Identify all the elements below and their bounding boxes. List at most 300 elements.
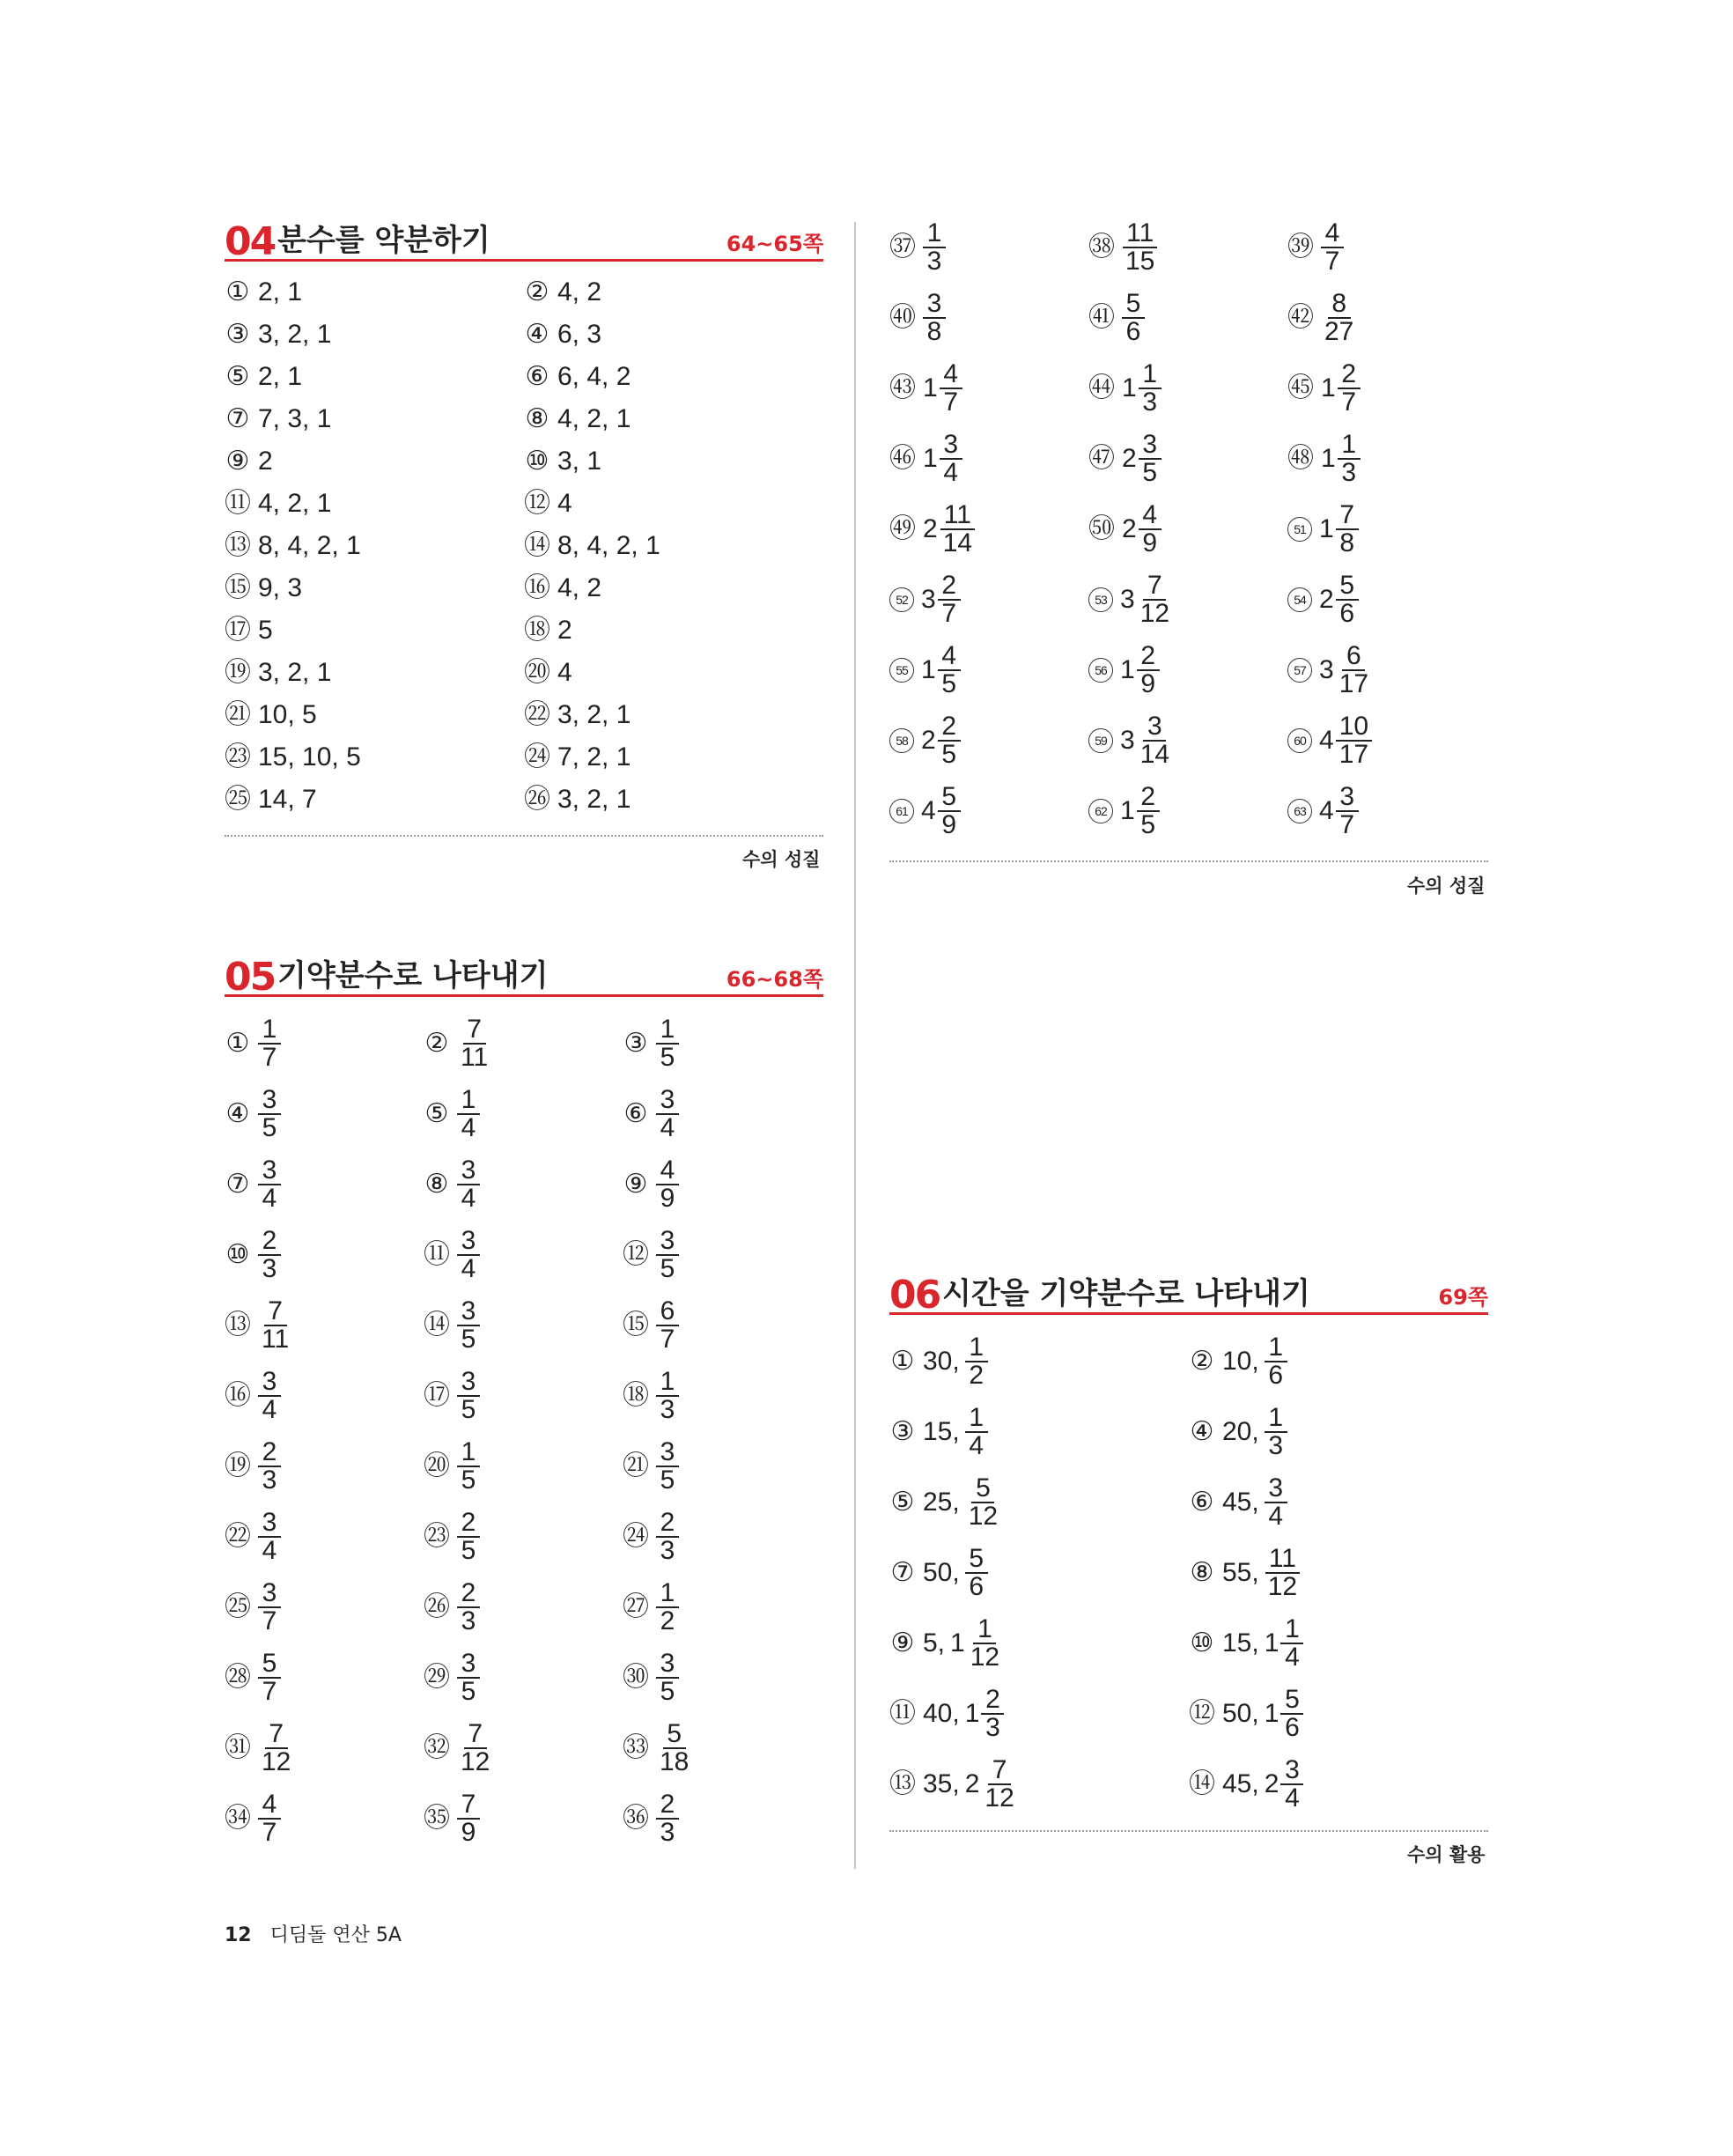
question-number: ⑦ [890, 1558, 915, 1587]
answer-item [524, 616, 572, 646]
answer-item [1287, 291, 1357, 345]
numerator: 3 [1336, 784, 1359, 812]
numerator: 2 [1137, 643, 1160, 671]
numerator: 10 [1336, 713, 1372, 742]
numerator: 5 [965, 1546, 988, 1574]
question-number: ⑮ [225, 573, 251, 602]
denominator: 7 [262, 1818, 277, 1847]
whole-number: 2 [921, 726, 936, 755]
question-number: ⑥ [1190, 1488, 1214, 1517]
denominator: 5 [461, 1677, 476, 1706]
numerator: 7 [265, 1721, 288, 1749]
denominator: 15 [1125, 247, 1155, 276]
question-number: ㉘ [225, 1663, 251, 1692]
answer-item [623, 1580, 679, 1635]
answer-item [623, 1439, 679, 1494]
denominator: 3 [660, 1536, 675, 1565]
denominator: 4 [1285, 1643, 1300, 1672]
fraction [1336, 572, 1359, 627]
denominator: 4 [461, 1184, 476, 1213]
numerator: 1 [258, 1016, 281, 1045]
whole-number: 1 [1319, 514, 1334, 543]
section-06 [889, 1274, 1488, 1826]
denominator: 8 [926, 317, 942, 346]
denominator: 4 [660, 1113, 675, 1142]
question-number: ③ [225, 320, 250, 349]
fraction [258, 1721, 294, 1776]
numerator: 7 [988, 1757, 1011, 1785]
denominator: 18 [660, 1747, 690, 1776]
question-number: ⑧ [424, 1170, 449, 1199]
answer-item [524, 489, 572, 519]
numerator: 4 [258, 1791, 281, 1820]
denominator: 12 [1139, 599, 1170, 628]
fraction [656, 1298, 679, 1353]
answer-item [1088, 713, 1173, 768]
answer-item [623, 1298, 679, 1353]
answer-grid [889, 220, 1488, 854]
answer-text: 4, 2 [557, 573, 602, 602]
section-05 [225, 955, 823, 1847]
answer-item [1189, 1616, 1303, 1671]
numerator: 3 [656, 1650, 679, 1679]
question-number: ㉖ [524, 785, 550, 814]
question-number: ㊶ [1088, 303, 1115, 332]
denominator: 9 [1142, 528, 1158, 557]
denominator: 3 [660, 1395, 675, 1424]
fraction [1139, 502, 1161, 557]
answer-item [225, 1157, 281, 1212]
answer-text: 9, 3 [258, 573, 303, 602]
question-number: ⑲ [225, 658, 251, 687]
fraction [965, 1334, 988, 1389]
fraction [656, 1791, 679, 1846]
numerator: 1 [923, 220, 946, 248]
fraction [457, 1369, 480, 1423]
whole-number: 3 [1120, 726, 1135, 755]
whole-number: 4 [921, 796, 936, 825]
question-number: ㊱ [623, 1804, 649, 1833]
answer-item [623, 1510, 679, 1564]
answer-item [889, 220, 946, 275]
denominator: 17 [1338, 740, 1369, 769]
fraction [1336, 713, 1372, 768]
answer-item [889, 1405, 988, 1459]
fraction [940, 432, 962, 486]
whole-number: 2 [1122, 514, 1137, 543]
question-number: ① [225, 277, 250, 306]
question-number: ⑳ [424, 1451, 450, 1480]
numerator: 2 [656, 1791, 679, 1820]
question-number: 52 [889, 587, 914, 612]
question-number: ⑬ [225, 1311, 251, 1340]
numerator: 3 [1280, 1757, 1303, 1785]
answer-item [225, 320, 331, 350]
denominator: 5 [660, 1677, 675, 1706]
fraction [938, 643, 961, 698]
answer-item [524, 277, 601, 307]
fraction [1338, 361, 1361, 416]
fraction [1137, 572, 1173, 627]
question-number: ⑲ [225, 1451, 251, 1480]
fraction [1321, 291, 1357, 345]
answer-minutes: 45, [1222, 1769, 1259, 1798]
question-number: ② [525, 277, 549, 306]
fraction [1265, 1334, 1287, 1389]
answer-item [1189, 1687, 1303, 1741]
fraction [258, 1510, 281, 1564]
fraction [457, 1510, 480, 1564]
fraction [965, 1546, 988, 1600]
book-title: 디딤돌 연산 5A [269, 1924, 402, 1946]
fraction [457, 1580, 480, 1635]
answer-text: 4 [557, 658, 572, 687]
denominator: 5 [660, 1254, 675, 1283]
answer-item [524, 785, 631, 815]
answer-item [889, 1475, 1001, 1530]
question-number: ② [1190, 1347, 1214, 1376]
answer-item [1088, 361, 1161, 416]
answer-item [225, 1298, 292, 1353]
numerator: 4 [656, 1157, 679, 1185]
denominator: 3 [262, 1254, 277, 1283]
fraction [923, 291, 946, 345]
answer-item [623, 1369, 679, 1423]
question-number: ⑥ [623, 1099, 648, 1128]
numerator: 1 [457, 1439, 480, 1467]
question-number: ㊷ [1287, 303, 1314, 332]
denominator: 7 [941, 599, 957, 628]
question-number: ⑬ [225, 531, 251, 560]
denominator: 4 [1268, 1502, 1284, 1531]
answer-item [225, 658, 331, 688]
numerator: 7 [463, 1016, 486, 1045]
question-number: ㉛ [225, 1733, 251, 1762]
numerator: 11 [940, 502, 975, 530]
answer-item [1287, 713, 1372, 768]
answer-item [225, 1439, 281, 1494]
question-number: ㊲ [889, 233, 916, 262]
answer-item [524, 742, 631, 772]
denominator: 4 [262, 1536, 277, 1565]
question-number: ⑫ [623, 1240, 649, 1269]
answer-item [1088, 432, 1161, 486]
denominator: 9 [660, 1184, 675, 1213]
answer-item [424, 1157, 480, 1212]
answer-item [889, 502, 976, 557]
question-number: ㉑ [623, 1451, 649, 1480]
denominator: 7 [660, 1325, 675, 1354]
fraction [981, 1757, 1017, 1812]
answer-item [1189, 1757, 1303, 1812]
question-number: ㉕ [225, 1592, 251, 1621]
answer-item [1287, 432, 1361, 486]
denominator: 7 [262, 1043, 277, 1072]
question-number: ⑱ [524, 616, 550, 645]
fraction [1336, 784, 1359, 838]
numerator: 1 [656, 1016, 679, 1045]
numerator: 3 [656, 1228, 679, 1256]
denominator: 12 [968, 1502, 999, 1531]
answer-text: 3, 1 [557, 447, 602, 476]
answer-item [889, 784, 961, 838]
answer-text: 7, 3, 1 [258, 404, 332, 433]
answer-item [225, 1791, 281, 1846]
answer-item [424, 1721, 493, 1776]
answer-item [225, 700, 317, 730]
numerator: 3 [258, 1510, 281, 1538]
question-number: ㉗ [623, 1592, 649, 1621]
question-number: ④ [525, 320, 549, 349]
question-number: ⑮ [623, 1311, 649, 1340]
whole-number: 2 [1264, 1769, 1279, 1798]
answer-item [524, 531, 660, 561]
numerator: 3 [1265, 1475, 1287, 1503]
answer-item [424, 1369, 480, 1423]
answer-text: 2 [258, 447, 273, 476]
denominator: 5 [262, 1113, 277, 1142]
denominator: 3 [660, 1818, 675, 1847]
question-number: ⑫ [1189, 1699, 1215, 1728]
answer-grid [225, 997, 823, 1847]
fraction [656, 1369, 679, 1423]
section-number: 05 [225, 955, 276, 1000]
whole-number: 3 [1319, 655, 1334, 684]
section-number: 06 [889, 1273, 940, 1318]
denominator: 5 [941, 740, 957, 769]
answer-item [225, 447, 273, 476]
denominator: 7 [1324, 247, 1340, 276]
question-number: ④ [225, 1099, 250, 1128]
question-number: ⑤ [890, 1488, 915, 1517]
question-number: ㉓ [225, 742, 251, 772]
answer-minutes: 35, [923, 1769, 960, 1798]
whole-number: 1 [923, 444, 938, 473]
question-number: ⑱ [623, 1381, 649, 1410]
question-number: ㉑ [225, 700, 251, 729]
numerator: 3 [656, 1439, 679, 1467]
question-number: ④ [1190, 1417, 1214, 1446]
fraction [981, 1687, 1004, 1741]
fraction [258, 1369, 281, 1423]
denominator: 12 [970, 1643, 1000, 1672]
numerator: 3 [457, 1228, 480, 1256]
answer-item [524, 447, 601, 476]
denominator: 9 [941, 810, 957, 839]
answer-minutes: 25, [923, 1488, 960, 1517]
question-number: ⑯ [524, 573, 550, 602]
denominator: 6 [1268, 1361, 1284, 1390]
answer-minutes: 55, [1222, 1558, 1259, 1587]
question-number: ⑩ [1190, 1628, 1214, 1658]
answer-item [623, 1087, 679, 1141]
answer-text: 14, 7 [258, 785, 317, 814]
answer-text: 4, 2, 1 [258, 489, 332, 518]
fraction [1280, 1616, 1303, 1671]
whole-number: 4 [1319, 796, 1334, 825]
denominator: 5 [461, 1395, 476, 1424]
numerator: 1 [656, 1580, 679, 1608]
numerator: 4 [1321, 220, 1344, 248]
denominator: 14 [942, 528, 973, 557]
answer-minutes: 45, [1222, 1488, 1259, 1517]
question-number: ㉟ [424, 1804, 450, 1833]
denominator: 5 [461, 1325, 476, 1354]
answer-item [225, 742, 361, 772]
answer-text: 2 [557, 616, 572, 645]
denominator: 4 [262, 1184, 277, 1213]
question-number: ⑳ [524, 658, 550, 687]
fraction [656, 1157, 679, 1212]
numerator: 6 [656, 1298, 679, 1326]
question-number: 55 [889, 658, 914, 683]
answer-item [225, 616, 273, 646]
denominator: 3 [985, 1713, 1000, 1742]
denominator: 12 [984, 1783, 1014, 1813]
whole-number: 1 [1321, 444, 1336, 473]
numerator: 3 [258, 1087, 281, 1115]
answer-item [225, 277, 302, 307]
numerator: 5 [1280, 1687, 1303, 1715]
question-number: ㉓ [424, 1522, 450, 1551]
whole-number: 2 [1122, 444, 1137, 473]
whole-number: 1 [923, 373, 938, 402]
whole-number: 4 [1319, 726, 1334, 755]
answer-grid [889, 1315, 1488, 1826]
answer-minutes: 20, [1222, 1417, 1259, 1446]
fraction [656, 1016, 679, 1071]
denominator: 3 [1341, 458, 1357, 487]
answer-item [225, 531, 361, 561]
numerator: 1 [656, 1369, 679, 1397]
question-number: ㊳ [1088, 233, 1115, 262]
answer-text: 2, 1 [258, 277, 303, 306]
answer-item [889, 1687, 1004, 1741]
denominator: 6 [1125, 317, 1141, 346]
denominator: 11 [262, 1325, 290, 1354]
section-footer-label: 수의 성질 [742, 849, 821, 870]
numerator: 2 [938, 713, 961, 742]
question-number: ⑧ [525, 404, 549, 433]
answer-item [424, 1580, 480, 1635]
numerator: 5 [971, 1475, 994, 1503]
answer-minutes: 10, [1222, 1347, 1259, 1376]
question-number: ㊴ [1287, 233, 1314, 262]
answer-item [225, 1087, 281, 1141]
answer-text: 7, 2, 1 [557, 742, 631, 772]
section-footer-label: 수의 활용 [1407, 1844, 1486, 1865]
answer-item [889, 1334, 988, 1389]
question-number: ⑭ [1189, 1769, 1215, 1798]
question-number: 53 [1088, 587, 1113, 612]
answer-item [1287, 784, 1359, 838]
fraction [656, 1087, 679, 1141]
whole-number: 3 [921, 585, 936, 614]
answer-text: 6, 4, 2 [557, 362, 631, 391]
fraction [923, 220, 946, 275]
answer-item [225, 404, 331, 434]
denominator: 5 [461, 1466, 476, 1495]
whole-number: 1 [1264, 1628, 1279, 1658]
denominator: 3 [926, 247, 942, 276]
fraction [940, 361, 962, 416]
denominator: 4 [262, 1395, 277, 1424]
divider [225, 835, 823, 837]
answer-item [225, 1369, 281, 1423]
answer-minutes: 5, [923, 1628, 946, 1658]
fraction [656, 1650, 679, 1705]
numerator: 1 [1265, 1405, 1287, 1433]
denominator: 2 [969, 1361, 984, 1390]
numerator: 7 [464, 1721, 487, 1749]
answer-item [1189, 1546, 1301, 1600]
answer-item [623, 1016, 679, 1071]
question-number: ㉕ [225, 785, 251, 814]
answer-item [225, 1650, 281, 1705]
denominator: 27 [1324, 317, 1354, 346]
fraction [938, 784, 961, 838]
question-number: ⑤ [424, 1099, 449, 1128]
answer-item [889, 361, 962, 416]
answer-text: 2, 1 [258, 362, 303, 391]
numerator: 1 [1280, 1616, 1303, 1644]
denominator: 12 [1267, 1572, 1298, 1601]
fraction [656, 1721, 692, 1776]
numerator: 2 [938, 572, 961, 601]
answer-minutes: 40, [923, 1699, 960, 1728]
answer-item [225, 573, 302, 603]
denominator: 9 [461, 1818, 476, 1847]
fraction [938, 713, 961, 768]
fraction [656, 1439, 679, 1494]
numerator: 1 [1265, 1334, 1287, 1362]
denominator: 4 [943, 458, 959, 487]
answer-item [225, 1580, 281, 1635]
numerator: 7 [1336, 502, 1359, 530]
numerator: 2 [981, 1687, 1004, 1715]
question-number: ③ [890, 1417, 915, 1446]
answer-item [1287, 361, 1361, 416]
answer-item [225, 1510, 281, 1564]
numerator: 3 [258, 1369, 281, 1397]
answer-text: 6, 3 [557, 320, 602, 349]
whole-number: 2 [1319, 585, 1334, 614]
numerator: 2 [1137, 784, 1160, 812]
denominator: 6 [1285, 1713, 1300, 1742]
fraction [938, 572, 961, 627]
denominator: 7 [943, 388, 959, 417]
question-number: ㉒ [524, 700, 550, 729]
answer-text: 3, 2, 1 [258, 320, 332, 349]
fraction [965, 1475, 1001, 1530]
page-footer [225, 1920, 402, 1947]
numerator: 3 [1143, 713, 1166, 742]
numerator: 4 [938, 643, 961, 671]
denominator: 6 [969, 1572, 984, 1601]
numerator: 4 [1139, 502, 1161, 530]
answer-item [1189, 1475, 1287, 1530]
answer-item [1287, 643, 1372, 698]
question-number: 54 [1287, 587, 1312, 612]
numerator: 7 [1143, 572, 1166, 601]
denominator: 5 [1140, 810, 1156, 839]
denominator: 7 [1341, 388, 1357, 417]
answer-text: 8, 4, 2, 1 [258, 531, 361, 560]
numerator: 5 [1122, 291, 1145, 319]
answer-item [1287, 572, 1359, 627]
whole-number: 1 [921, 655, 936, 684]
answer-item [424, 1298, 480, 1353]
